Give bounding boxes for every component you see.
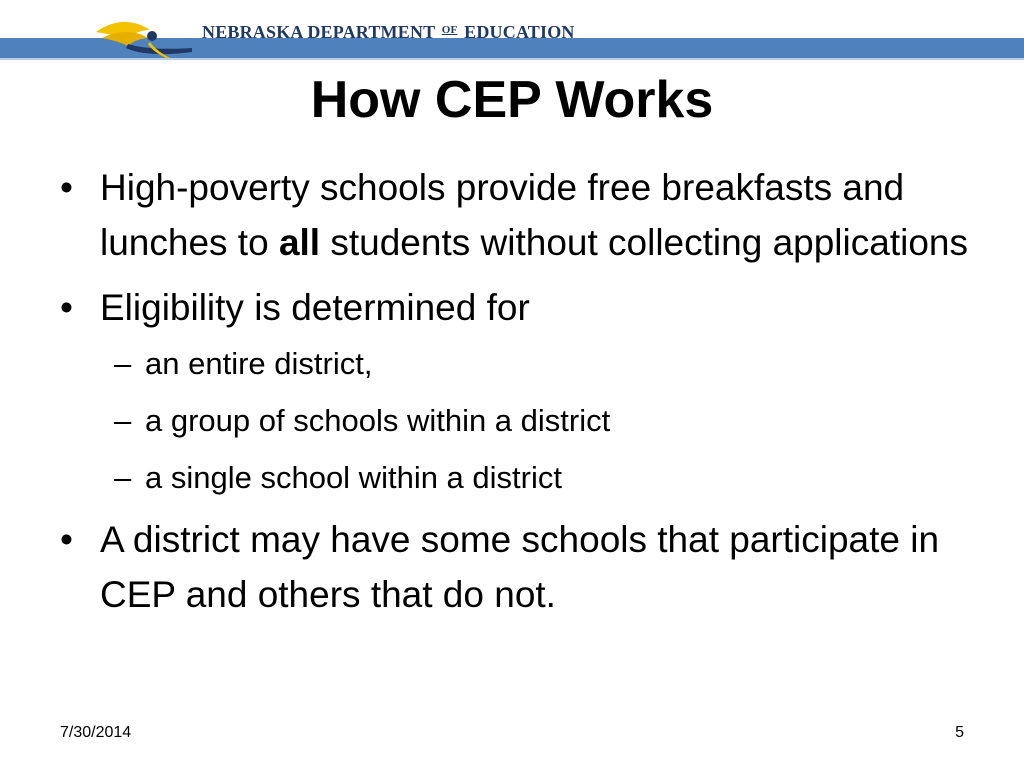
sub-item-text: a group of schools within a district [145, 403, 611, 438]
bullet-text: Eligibility is determined for [100, 287, 530, 328]
sub-item [60, 392, 980, 449]
bullet-text: High-poverty schools provide free breakfasts and lunches to [100, 167, 905, 263]
bullet-text: students without collecting applications [320, 222, 968, 263]
slide-title: How CEP Works [310, 71, 714, 129]
nebraska-doe-logo-icon [92, 14, 202, 60]
sub-dash: – [114, 403, 132, 438]
department-name-part2: EDUCATION [464, 22, 575, 42]
sub-dash: – [114, 460, 132, 495]
footer-date: 7/30/2014 [60, 724, 132, 741]
bullet-text: A district may have some schools that participate in CEP and others that do not. [100, 519, 940, 615]
bullet-text-emphasis: all [278, 222, 321, 263]
bullet-dot: • [60, 167, 73, 208]
sub-item [60, 335, 980, 392]
department-name-part1: NEBRASKA DEPARTMENT [202, 22, 436, 42]
department-name [202, 20, 575, 42]
sub-item-text: an entire district, [145, 346, 373, 381]
bullet-dot: • [60, 287, 73, 328]
bullet-item [60, 280, 980, 335]
bullet-item [60, 160, 980, 270]
department-name-of: OF [441, 24, 458, 36]
sub-item-text: a single school within a district [145, 460, 562, 495]
sub-dash: – [114, 346, 132, 381]
bullet-list [60, 160, 980, 622]
sub-item [60, 449, 980, 506]
page-number: 5 [955, 724, 964, 741]
bullet-dot: • [60, 519, 73, 560]
bullet-item [60, 512, 980, 622]
